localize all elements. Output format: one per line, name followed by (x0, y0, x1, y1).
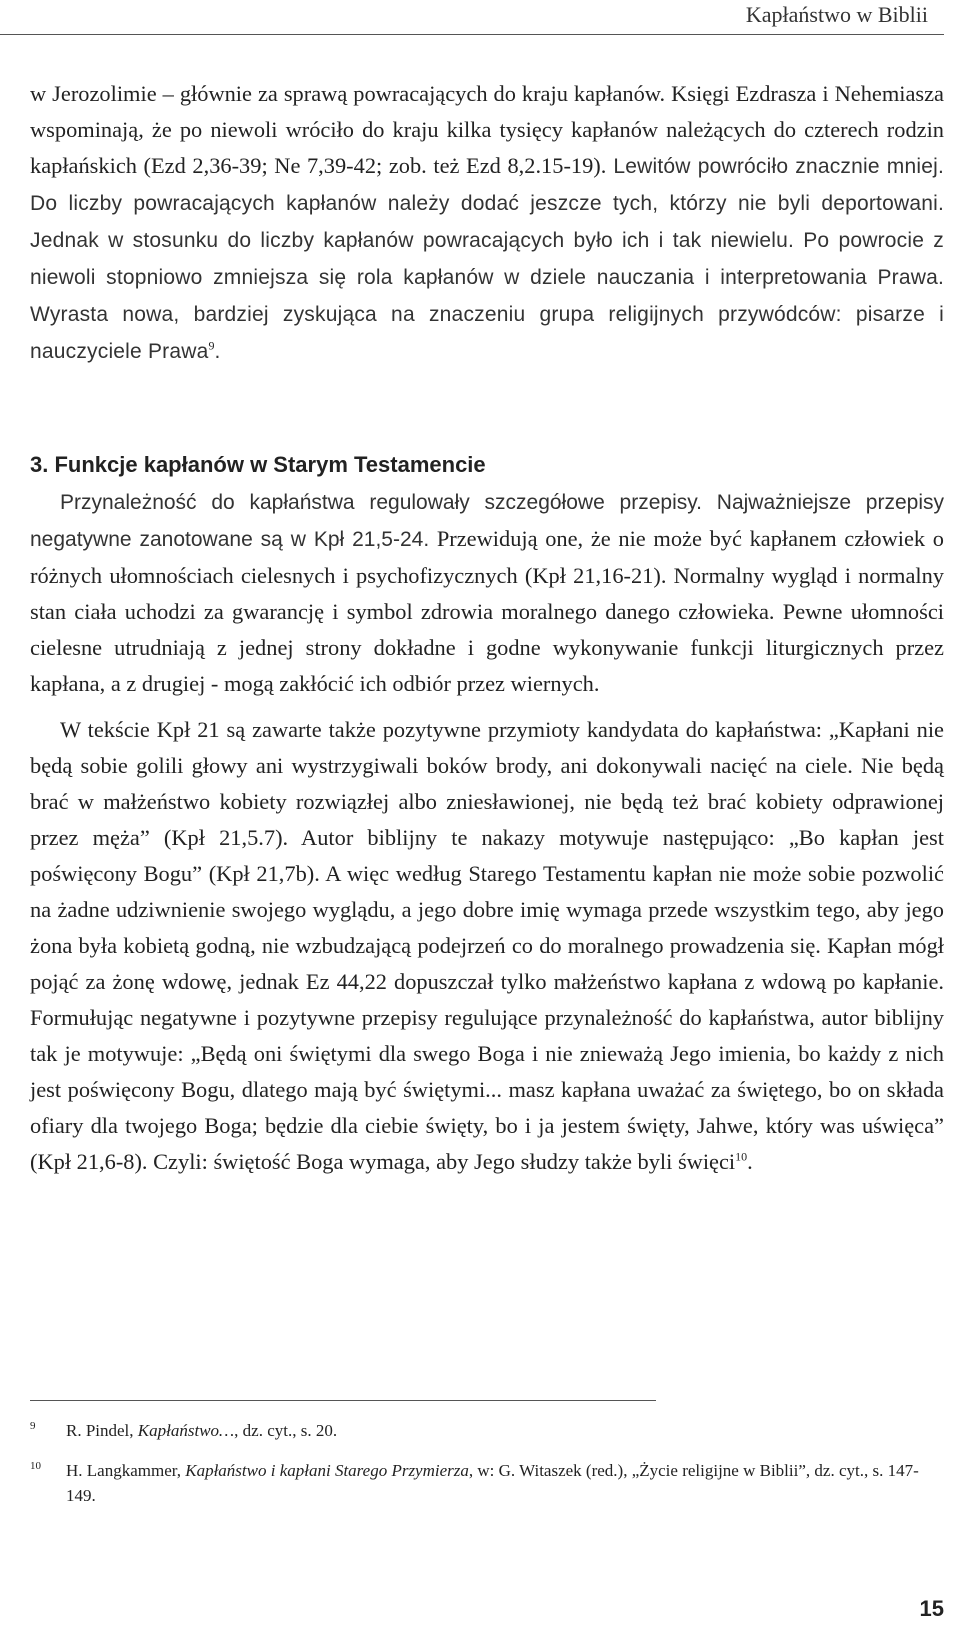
page-header (0, 0, 944, 30)
footnote-rule (30, 1400, 656, 1401)
intro-paragraph-end: . (214, 340, 221, 363)
section-heading: 3. Funkcje kapłanów w Starym Testamencie (30, 452, 486, 477)
footnote-title: Kapłaństwo i kapłani Starego Przymierza (185, 1461, 469, 1480)
intro-paragraph-sans: Lewitów powróciło znacznie mniej. Do liczby powracających kapłanów należy dodać jeszcze tych, którzy nie byli deportowani. Jednak w stosunku do liczby kapłanów powracających było ich i tak niewielu. Po powrocie z niewoli stopniowo zmniejsza się rola kapłanów w dziele nauczania i interpretowania Prawa. Wyrasta nowa, bardziej zyskująca na znaczeniu grupa religijnych przywódców: pisarze i nauczyciele Prawa (30, 155, 944, 363)
footnote-author: R. Pindel, (66, 1421, 138, 1440)
footnote-text (66, 1458, 920, 1508)
footnote-9 (30, 1418, 920, 1443)
footnote-ref-10[interactable]: 10 (735, 1149, 748, 1164)
footnote-author: H. Langkammer, (66, 1461, 186, 1480)
header-rule (0, 34, 944, 35)
footnote-title: Kapłaństwo… (137, 1421, 235, 1440)
intro-paragraph (30, 76, 944, 370)
section-paragraph-1-serif: Przewidują one, że nie może być kapłanem człowiek o różnych ułomnościach cielesnych i psychofizycznych (Kpł 21,16-21). Normalny wygląd i normalny stan ciała uchodzi za gwarancję i symbol zdrowia moralnego danego człowieka. Pewne ułomności cielesne utrudniają z jednej strony dokładne i godne wykonywanie funkcji liturgicznych przez kapłana, a z drugiej - mogą zakłócić ich odbiór przez wiernych. (30, 526, 944, 696)
footnote-10 (30, 1458, 920, 1508)
section-paragraph-1 (30, 484, 944, 702)
page-number: 15 (919, 1596, 944, 1621)
footnote-citation: , dz. cyt., s. 20. (234, 1421, 338, 1440)
section-paragraph-1-sans: Przynależność do kapłaństwa regulowały szczegółowe przepisy. Najważniejsze przepisy negatywne zanotowane są w Kpł 21,5-24. (30, 491, 944, 551)
section-paragraph-2-end: . (747, 1149, 753, 1174)
section-body (30, 484, 944, 1180)
section-paragraph-2 (30, 712, 944, 1180)
section-paragraph-2-text: W tekście Kpł 21 są zawarte także pozytywne przymioty kandydata do kapłaństwa: „Kapłani nie będą sobie golili głowy ani wystrzygiwali boków brody, ani dokonywali nacięć na ciele. Nie będą brać w małżeństwo kobiety rozwiązłej albo zniesławionej, nie będą też brać kobiety odprawionej przez męża” (Kpł 21,5.7). Autor biblijny te nakazy motywuje następująco: „Bo kapłan jest poświęcony Bogu” (Kpł 21,7b). A więc według Starego Testamentu kapłan nie może sobie pozwolić na żadne udziwnienie swojego wyglądu, a jego dobre imię wymaga przede wszystkim tego, aby jego żona była kobietą godną, nie wzbudzającą podejrzeń co do moralnego prowadzenia się. Kapłan mógł pojąć za żonę wdowę, jednak Ez 44,22 dopuszczał tylko małżeństwo kapłana z wdową po kapłanie. Formułując negatywne i pozytywne przepisy regulujące przynależność do kapłaństwa, autor biblijny tak je motywuje: „Będą oni świętymi dla swego Boga i nie znieważą Jego imienia, bo każdy z nich jest poświęcony Bogu, dlatego mają być świętymi... masz kapłana uważać za świętego, bo on składa ofiary dla twojego Boga; będzie dla ciebie święty, bo i ja jestem święty, Jahwe, który was uświęca” (Kpł 21,6-8). Czyli: świętość Boga wymaga, aby Jego słudzy także byli święci (30, 717, 944, 1174)
intro-text (30, 76, 944, 370)
footnote-citation: , w: G. Witaszek (red.), „Życie religijne w Biblii”, dz. cyt., s. 147-149. (66, 1461, 919, 1505)
footnote-text (66, 1418, 920, 1443)
intro-paragraph-serif: w Jerozolimie – głównie za sprawą powracających do kraju kapłanów. Księgi Ezdrasza i Nehemiasza wspominają, że po niewoli wróciło do kraju kilka tysięcy kapłanów należących do czterech rodzin kapłańskich (Ezd 2,36-39; Ne 7,39-42; zob. też Ezd 8,2.15-19). (30, 81, 944, 178)
footnote-number: 10 (30, 1460, 41, 1472)
running-title: Kapłaństwo w Biblii (745, 2, 928, 27)
footnote-number: 9 (30, 1420, 36, 1432)
footnote-ref-9[interactable]: 9 (208, 338, 215, 353)
